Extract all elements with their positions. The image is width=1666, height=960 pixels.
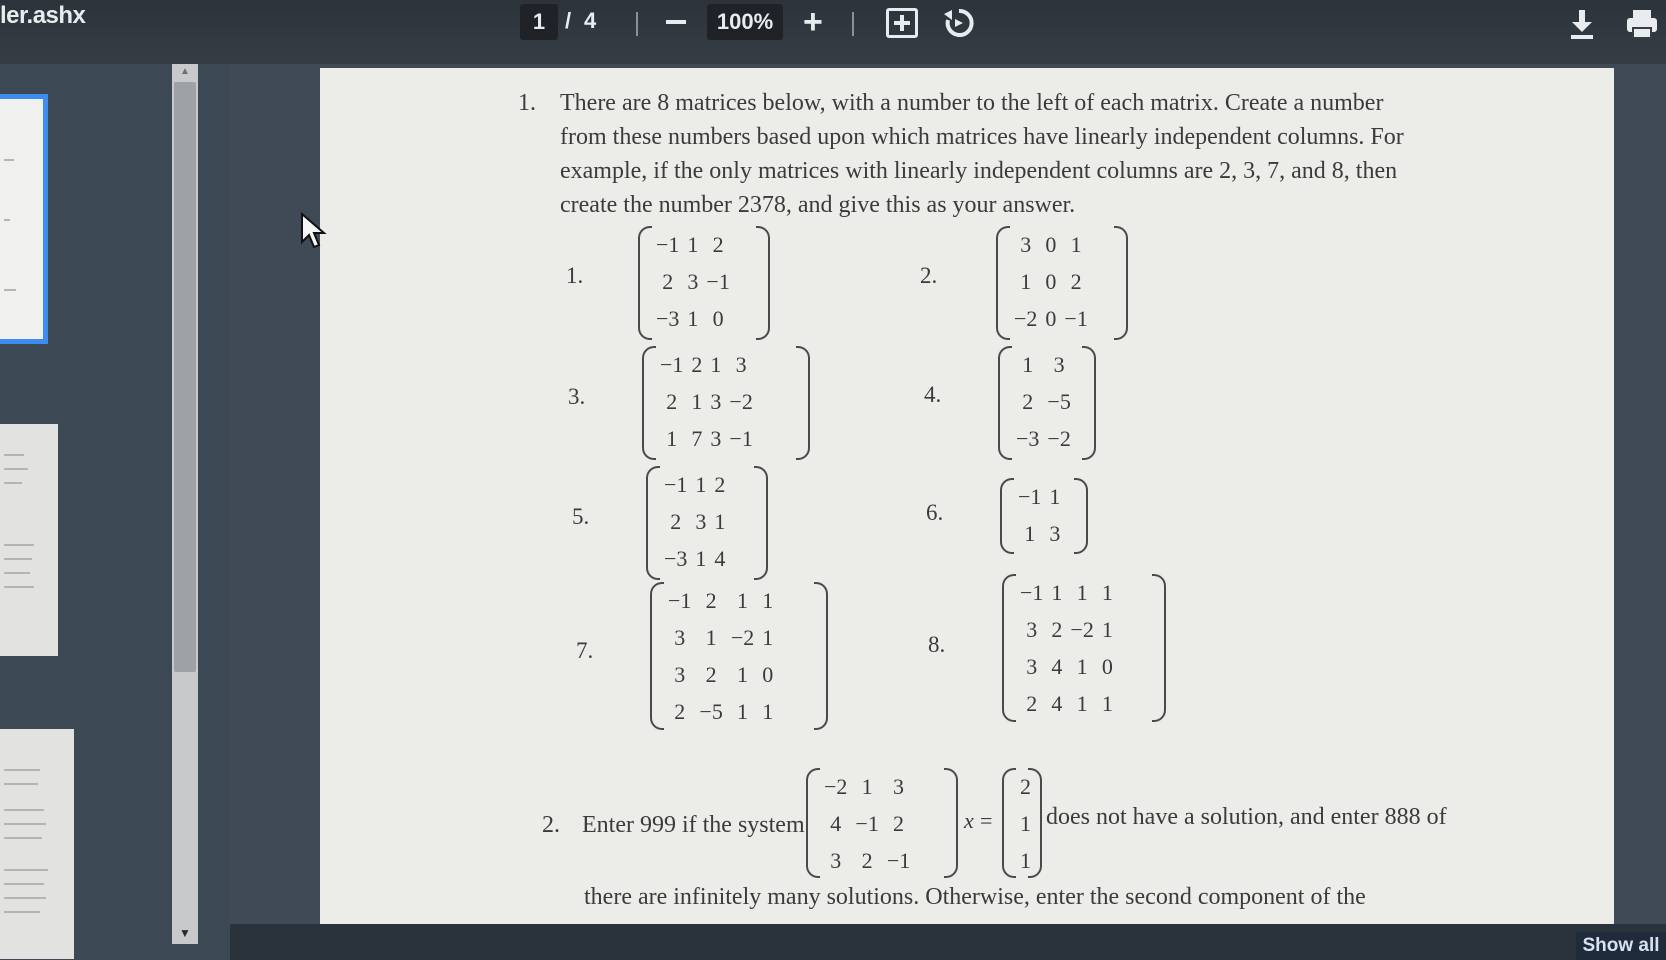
- matrix-cell: 3: [893, 773, 905, 799]
- matrix-7: [650, 582, 828, 730]
- matrix-cell: 3: [687, 268, 699, 294]
- matrix-cell: 2: [714, 471, 726, 497]
- matrix-cell: 3: [674, 624, 686, 650]
- question-1-text-line: There are 8 matrices below, with a number to the left of each matrix. Create a number: [560, 90, 1384, 116]
- matrix-cell: 2: [662, 268, 674, 294]
- matrix-cell: −3: [1016, 425, 1040, 451]
- page-separator: /: [565, 8, 572, 33]
- question-2-prefix: Enter 999 if the system: [582, 812, 805, 838]
- rotate-icon[interactable]: [942, 6, 976, 40]
- scroll-down-arrow-icon[interactable]: ▼: [179, 926, 191, 940]
- question-1-text-line: create the number 2378, and give this as your answer.: [560, 192, 1076, 218]
- matrix-cell: 1: [687, 231, 699, 257]
- pdf-toolbar: [0, 0, 1666, 64]
- matrix-2: [996, 226, 1128, 340]
- matrix-cell: 7: [691, 425, 703, 451]
- matrix-cell: 1: [710, 351, 722, 377]
- matrix-cell: 4: [1051, 690, 1063, 716]
- matrix-cell: −1: [729, 425, 753, 451]
- matrix-cell: 2: [712, 231, 724, 257]
- total-pages: 4: [584, 8, 597, 33]
- matrix-label: 8.: [928, 632, 946, 657]
- equals-sign: =: [980, 808, 993, 833]
- show-all-button[interactable]: Show all: [1576, 932, 1666, 960]
- matrix-cell: −2: [730, 624, 755, 650]
- matrix-label: 4.: [924, 382, 942, 407]
- matrix-cell: 1: [762, 587, 774, 613]
- pdf-page: [320, 68, 1614, 938]
- page-thumbnail-1[interactable]: [0, 94, 48, 344]
- matrix-cell: 4: [714, 545, 726, 571]
- matrix-cell: 3: [1020, 231, 1032, 257]
- matrix-cell: −1: [656, 231, 680, 257]
- matrix-cell: 2: [670, 508, 682, 534]
- matrix-3: [642, 346, 810, 460]
- matrix-cell: −1: [1020, 579, 1044, 605]
- matrix-cell: 2: [674, 698, 686, 724]
- question-2-line: there are infinitely many solutions. Otherwise, enter the second component of the: [584, 884, 1366, 910]
- matrix-cell: 1: [1051, 579, 1063, 605]
- sidebar-scrollbar[interactable]: [172, 64, 198, 944]
- matrix-label: 1.: [566, 263, 584, 288]
- matrix-cell: 1: [737, 698, 749, 724]
- matrix-cell: 2: [893, 810, 905, 836]
- toolbar-divider: [852, 12, 854, 36]
- matrix-cell: 1: [762, 624, 774, 650]
- question-2-tail: does not have a solution, and enter 888 of: [1046, 804, 1447, 830]
- matrix-cell: 1: [666, 425, 678, 451]
- matrix-1: [638, 226, 770, 340]
- matrix-cell: 3: [830, 847, 842, 873]
- matrix-cell: 1: [1101, 616, 1113, 642]
- document-viewer: [230, 64, 1666, 960]
- page-thumbnail-2[interactable]: [0, 424, 58, 656]
- matrix-cell: 2: [1051, 616, 1063, 642]
- matrix-cell: −1: [664, 471, 688, 497]
- matrix-label: 3.: [568, 384, 586, 409]
- matrix-cell: 0: [1045, 268, 1057, 294]
- question-1-text-line: from these numbers based upon which matrices have linearly independent columns. For: [560, 124, 1404, 150]
- matrix-cell: 1: [737, 661, 749, 687]
- matrix-4: [998, 346, 1096, 460]
- zoom-level-input[interactable]: 100%: [707, 4, 783, 40]
- current-page-input[interactable]: 1: [520, 4, 558, 40]
- matrix-cell: 1: [1101, 690, 1113, 716]
- matrix-cell: 3: [710, 388, 722, 414]
- matrix-cell: 0: [1101, 653, 1113, 679]
- matrix-8: [1002, 574, 1166, 722]
- fit-page-icon[interactable]: [886, 8, 918, 38]
- zoom-out-button[interactable]: [662, 6, 690, 38]
- thumbnail-sidebar: [0, 64, 230, 960]
- matrix-cell: 1: [1024, 520, 1036, 546]
- question-2-matrix: [806, 768, 958, 878]
- matrix-cell: 3: [735, 351, 747, 377]
- matrix-cell: 2: [1070, 268, 1082, 294]
- matrix-cell: 1: [705, 624, 717, 650]
- matrix-cell: 1: [1049, 483, 1061, 509]
- matrix-cell: 1: [687, 305, 699, 331]
- matrix-cell: 2: [691, 351, 703, 377]
- matrix-cell: −1: [1064, 305, 1088, 331]
- matrix-cell: 2: [1026, 690, 1038, 716]
- matrix-cell: 1: [691, 388, 703, 414]
- matrix-cell: −1: [855, 810, 879, 836]
- matrix-cell: −2: [1070, 616, 1094, 642]
- question-2-number: 2.: [542, 812, 560, 838]
- matrix-label: 7.: [576, 638, 594, 663]
- matrix-cell: 1: [762, 698, 774, 724]
- matrix-cell: 2: [1022, 388, 1034, 414]
- matrix-cell: 0: [762, 661, 774, 687]
- mouse-cursor-icon: [300, 212, 326, 250]
- matrix-6: [1000, 478, 1088, 554]
- matrix-cell: 1: [1020, 268, 1032, 294]
- matrix-cell: −3: [664, 545, 688, 571]
- matrix-label: 6.: [926, 500, 944, 525]
- matrix-cell: −2: [729, 388, 753, 414]
- matrix-cell: 2: [861, 847, 873, 873]
- matrix-cell: 1: [1070, 231, 1082, 257]
- matrix-cell: 1: [714, 508, 726, 534]
- matrix-cell: 1: [1076, 690, 1088, 716]
- question-2-vector: [1002, 768, 1042, 878]
- matrix-cell: −1: [886, 847, 911, 873]
- matrix-cell: 3: [1026, 616, 1038, 642]
- matrix-cell: 2: [705, 661, 717, 687]
- matrix-cell: 1: [695, 545, 707, 571]
- matrix-cell: −1: [706, 268, 730, 294]
- matrix-cell: 1: [737, 587, 749, 613]
- vector-cell: 1: [1020, 847, 1031, 873]
- scrollbar-thumb[interactable]: [174, 82, 196, 672]
- matrix-cell: 3: [674, 661, 686, 687]
- zoom-in-button[interactable]: +: [803, 3, 823, 41]
- vector-cell: 1: [1020, 810, 1031, 836]
- matrix-cell: −3: [656, 305, 680, 331]
- zoom-out-icon: [666, 20, 686, 24]
- matrix-5: [646, 466, 768, 580]
- matrix-cell: 3: [710, 425, 722, 451]
- matrix-cell: 3: [1026, 653, 1038, 679]
- download-icon[interactable]: [1568, 8, 1596, 40]
- print-icon[interactable]: [1625, 8, 1659, 40]
- matrix-cell: −5: [1047, 388, 1071, 414]
- matrix-cell: 3: [695, 508, 707, 534]
- matrix-cell: −2: [824, 773, 848, 799]
- bottom-bar: [230, 924, 1666, 960]
- matrix-cell: 3: [1053, 351, 1065, 377]
- question-1-text-line: example, if the only matrices with linearly independent columns are 2, 3, 7, and 8, then: [560, 158, 1398, 184]
- matrix-cell: −1: [1018, 483, 1042, 509]
- matrix-cell: 2: [705, 587, 717, 613]
- toolbar-divider: [636, 12, 638, 36]
- matrix-cell: 0: [1045, 305, 1057, 331]
- page-thumbnail-3[interactable]: [0, 729, 74, 959]
- matrix-cell: 1: [1076, 579, 1088, 605]
- matrix-cell: −1: [660, 351, 684, 377]
- matrix-cell: −5: [699, 698, 723, 724]
- matrix-label: 2.: [920, 263, 938, 288]
- variable-x: x: [964, 808, 974, 833]
- matrix-cell: 3: [1049, 520, 1061, 546]
- matrix-cell: −1: [668, 587, 692, 613]
- matrix-cell: 0: [712, 305, 724, 331]
- matrix-cell: 0: [1045, 231, 1057, 257]
- file-title: ler.ashx: [0, 2, 86, 29]
- matrix-cell: 1: [1101, 579, 1113, 605]
- question-1-number: 1.: [518, 90, 536, 116]
- matrix-cell: −2: [1014, 305, 1038, 331]
- matrix-cell: 1: [695, 471, 707, 497]
- matrix-cell: 4: [1051, 653, 1063, 679]
- matrix-label: 5.: [572, 504, 590, 529]
- matrix-cell: 1: [1076, 653, 1088, 679]
- matrix-cell: 1: [861, 773, 873, 799]
- matrix-cell: −2: [1047, 425, 1071, 451]
- matrix-cell: 2: [666, 388, 678, 414]
- scroll-up-arrow-icon[interactable]: ▲: [180, 66, 190, 77]
- vector-cell: 2: [1020, 773, 1031, 799]
- matrix-cell: 1: [1022, 351, 1034, 377]
- matrix-cell: 4: [830, 810, 842, 836]
